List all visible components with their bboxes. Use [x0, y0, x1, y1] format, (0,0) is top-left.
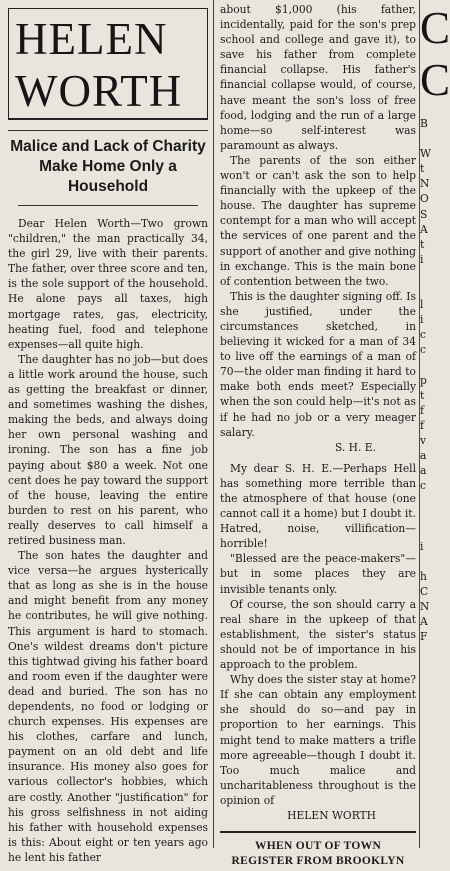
adjacent-letter: W	[420, 147, 431, 161]
letter-continuation: about $1,000 (his father, incidentally, paid for the son's prep school and college and gave it), to save his father from complete financial collapse. His father's financial collapse would, of course, have meant the son's loss of free food, lodging and the run of a large home—so self-interest was paramount as always.	[220, 3, 416, 152]
adjacent-letter: a	[420, 464, 427, 478]
column-masthead	[8, 8, 208, 120]
adjacent-letter: f	[420, 403, 424, 417]
adjacent-letter	[420, 825, 440, 840]
reply-paragraph-2: "Blessed are the peace-makers"—but in some places they are invisible tenants only.	[220, 552, 416, 596]
adjacent-letter: F	[420, 630, 428, 644]
adjacent-letter: l	[420, 298, 424, 312]
adjacent-letter	[420, 780, 440, 795]
adjacent-masthead-1: C	[420, 3, 450, 53]
adjacent-letter: A	[420, 222, 428, 236]
adjacent-letter	[420, 841, 440, 856]
adjacent-letter	[420, 644, 440, 659]
adjacent-letter: p	[420, 373, 427, 387]
adjacent-letter	[420, 282, 440, 297]
adjacent-column-sliver	[420, 2, 450, 871]
adjacent-letter: i	[420, 252, 424, 266]
adjacent-letter	[420, 131, 440, 146]
adjacent-letter	[420, 358, 440, 373]
adjacent-letter: h	[420, 569, 427, 583]
masthead-line-1: HELEN	[15, 14, 168, 64]
adjacent-letter: t	[420, 237, 425, 251]
notice-line-1: WHEN OUT OF TOWN	[254, 840, 382, 853]
adjacent-letter	[420, 554, 440, 569]
adjacent-letter	[420, 735, 440, 750]
headline-rule	[18, 205, 198, 206]
adjacent-letter: C	[420, 584, 429, 598]
left-column	[8, 8, 208, 865]
adjacent-letter	[420, 508, 440, 523]
adjacent-letter: A	[420, 615, 428, 629]
adjacent-letter	[420, 690, 440, 705]
adjacent-letter: i	[420, 313, 424, 327]
adjacent-letter: S	[420, 207, 428, 221]
adjacent-letter	[420, 493, 440, 508]
adjacent-masthead-2: C	[420, 55, 450, 105]
adjacent-column-letters	[420, 116, 440, 871]
adjacent-letter: B	[420, 117, 428, 130]
adjacent-letter: c	[420, 479, 426, 493]
adjacent-letter: t	[420, 162, 425, 176]
adjacent-letter: c	[420, 328, 426, 342]
masthead-line-2: WORTH	[15, 66, 183, 116]
reply-signature: HELEN WORTH	[287, 808, 376, 822]
notice-divider	[220, 831, 416, 833]
adjacent-letter	[420, 750, 440, 765]
column-rule-left	[213, 0, 214, 848]
adjacent-letter: v	[420, 433, 427, 447]
letter-paragraph-3: The son hates the daughter and vice versa—he argues hysterically that as long as she is in the house and might benefit from any money he contributes, he will give nothing. This argument is hard to stomach. One's wildest dreams don't picture this tightwad giving his father board and room even if the daughter were dead and buried. The son has no dependents, no food or lodging or church expenses. His expenses are his clothes, carfare and lunch, payment on an old debt and life insurance. His money also goes for various collector's hobbies, which are costly. Another "justification" for his gross selfishness in not aiding his father with household expenses is this: About eight or ten years ago he lent his father	[8, 549, 208, 864]
adjacent-letter: i	[420, 539, 424, 553]
adjacent-letter: N	[420, 177, 430, 191]
adjacent-letter	[420, 705, 440, 720]
letter-paragraph-5: This is the daughter signing off. Is she justified, under the circumstances sketched, in believing it wicked for a man of 34 to live off the earnings of a man of 70—the older man finding it hard to make both ends meet? Especially when the son could help—it's not as if he had no job or a very meager salary.	[220, 289, 416, 439]
letter-paragraph-2: The daughter has no job—but does a little work around the house, such as getting the breakfast or dinner, and sometimes washing the dishes, making the beds, and always doing her own personal washing and ironing. The son has a fine job paying about $80 a week. Not one cent does he pay toward the support of the house, leaving the entire burden to rest on his parent, who really deserves to call himself a retired business man.	[8, 352, 208, 547]
adjacent-letter: a	[420, 449, 427, 463]
adjacent-letter	[420, 524, 440, 539]
adjacent-letter	[420, 856, 440, 871]
adjacent-letter	[420, 267, 440, 282]
adjacent-letter	[420, 795, 440, 810]
reply-paragraph-1: My dear S. H. E.—Perhaps Hell has something more terrible than the atmosphere of that house (one cannot call it a home) but I doubt it. Hatred, noise, villification—horrible!	[220, 461, 416, 551]
middle-column	[220, 2, 416, 869]
adjacent-letter: O	[420, 192, 429, 206]
reply-paragraph-3: Of course, the son should carry a real share in the upkeep of that establishment, the sister's status should not be of importance in his approach to the problem.	[220, 597, 416, 672]
letter-signature: S. H. E.	[334, 440, 376, 454]
adjacent-letter: c	[420, 343, 426, 357]
notice-line-2: REGISTER FROM BROOKLYN	[231, 855, 405, 868]
adjacent-letter	[420, 674, 440, 689]
letter-paragraph-1: Dear Helen Worth—Two grown "children," the man practically 34, the girl 29, live with their parents. The father, over three score and ten, is the sole support of the household. He alone pays all taxes, high mortgage rates, gas, electricity, heating fuel, food and telephone expenses—all quite high.	[8, 217, 208, 351]
adjacent-letter: t	[420, 388, 425, 402]
letter-paragraph-4: The parents of the son either won't or can't ask the son to help financially with the upkeep of the house. The daughter has supreme contempt for a man who will accept the services of one parent and the support of another and give nothing in exchange. This is the main bone of contention between the two.	[220, 153, 416, 288]
adjacent-letter	[420, 720, 440, 735]
adjacent-letter	[420, 765, 440, 780]
adjacent-letter: N	[420, 600, 430, 613]
article-headline: Malice and Lack of Charity Make Home Only a Household	[8, 130, 208, 205]
adjacent-letter	[420, 659, 440, 674]
reply-paragraph-4: Why does the sister stay at home? If she can obtain any employment she should do so—and pay in proportion to her earnings. This might tend to make matters a trifle more agreeable—though I doubt it. Too much malice and uncharitableness throughout is the opinion of	[220, 673, 416, 807]
adjacent-letter	[420, 810, 440, 825]
adjacent-letter: f	[420, 418, 424, 432]
